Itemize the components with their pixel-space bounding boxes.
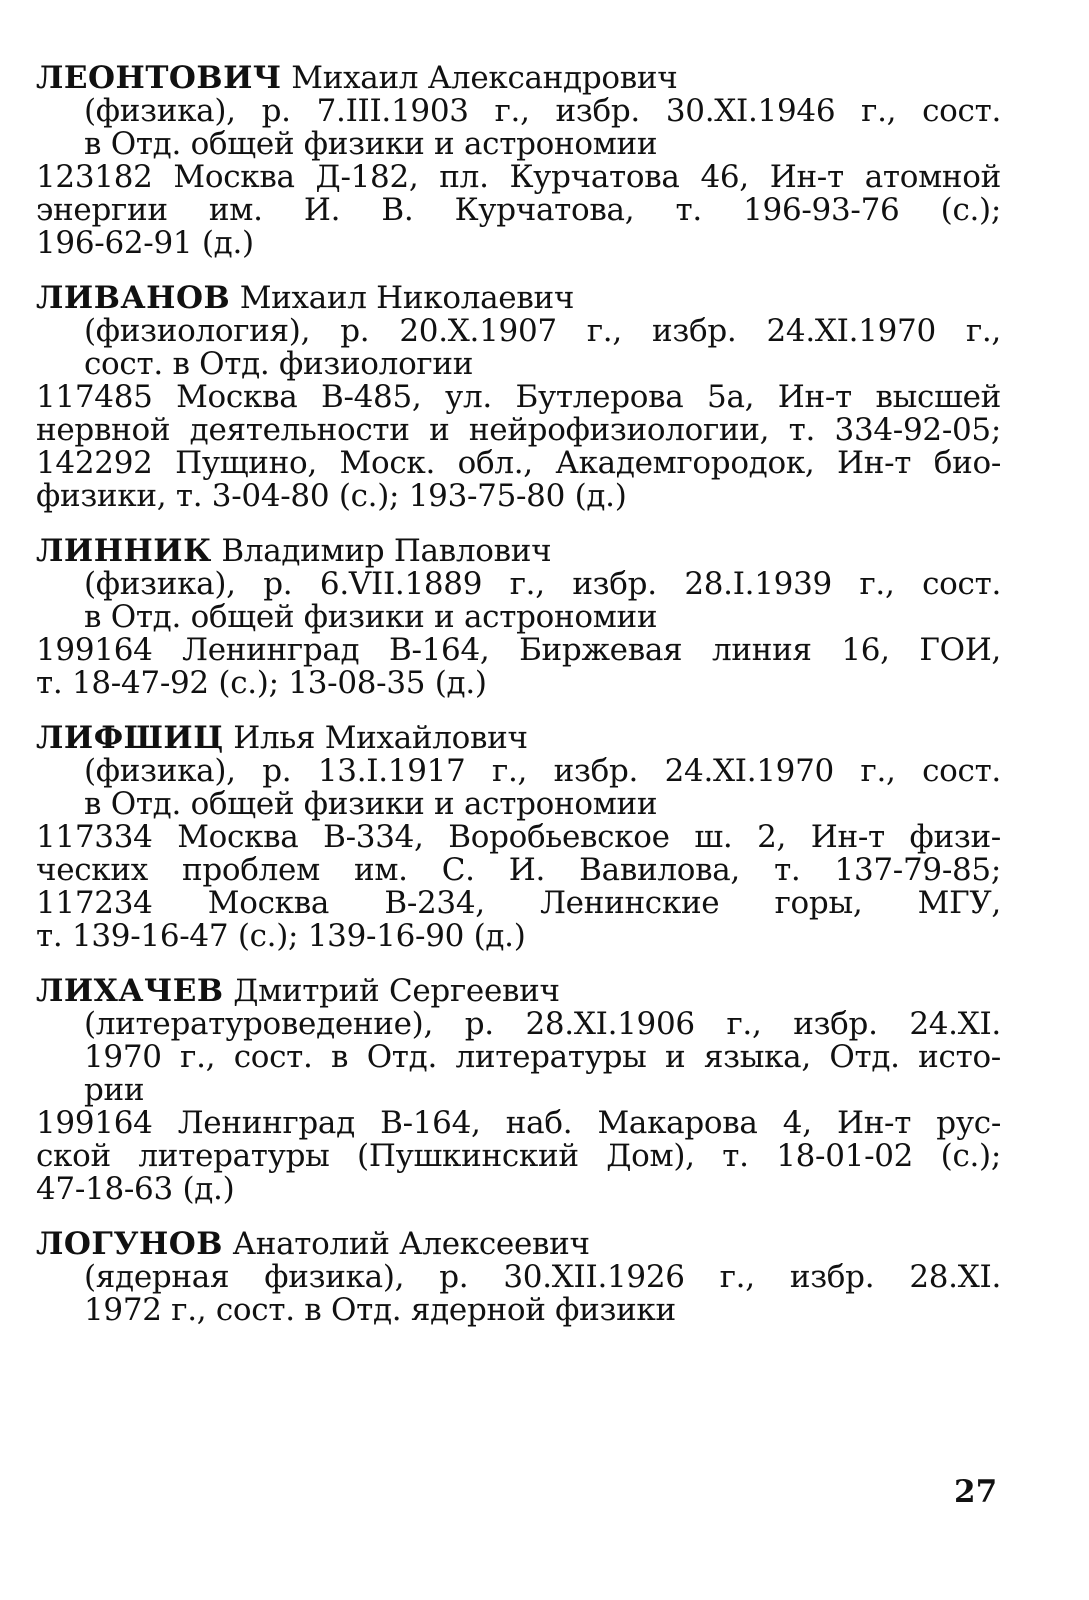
directory-page — [36, 62, 1036, 1349]
entry-linnik — [36, 535, 1036, 700]
bio-line: (ядерная физика), р. 30.XII.1926 г., избр. 28.XI. — [84, 1259, 1001, 1295]
entry-leontovich — [36, 62, 1036, 260]
given-name: Владимир Павлович — [211, 533, 552, 569]
address-line: 117234 Москва В-234, Ленинские горы, МГУ, — [36, 885, 1001, 921]
address-line: ческих проблем им. С. И. Вавилова, т. 137-79-85; — [36, 852, 1001, 888]
entry-heading — [36, 62, 1036, 95]
address-line: т. 18-47-92 (с.); 13-08-35 (д.) — [36, 665, 487, 701]
bio-line: в Отд. общей физики и астрономии — [84, 599, 658, 635]
given-name: Михаил Николаевич — [230, 280, 575, 316]
bio-line: (физика), р. 13.I.1917 г., избр. 24.XI.1970 г., сост. — [84, 753, 1001, 789]
given-name: Анатолий Алексеевич — [222, 1226, 590, 1262]
given-name: Михаил Александрович — [281, 60, 678, 96]
address-line: энергии им. И. В. Курчатова, т. 196-93-76 (с.); — [36, 192, 1001, 228]
bio-line: (физика), р. 7.III.1903 г., избр. 30.XI.1946 г., сост. — [84, 93, 1001, 129]
bio-line: 1970 г., сост. в Отд. литературы и языка, Отд. исто- — [84, 1039, 1001, 1075]
address-line: 142292 Пущино, Моск. обл., Академгородок, Ин-т био- — [36, 445, 1001, 481]
entry-logunov — [36, 1228, 1036, 1327]
address-line: нервной деятельности и нейрофизиологии, т. 334-92-05; — [36, 412, 1001, 448]
address-line: 117334 Москва В-334, Воробьевское ш. 2, Ин-т физи- — [36, 819, 1001, 855]
entry-lifshits — [36, 722, 1036, 953]
bio-line: 1972 г., сост. в Отд. ядерной физики — [84, 1292, 676, 1328]
address-line: физики, т. 3-04-80 (с.); 193-75-80 (д.) — [36, 478, 627, 514]
surname: ЛИВАНОВ — [36, 280, 231, 316]
address-line: 117485 Москва В-485, ул. Бутлерова 5а, Ин-т высшей — [36, 379, 1001, 415]
bio-line: в Отд. общей физики и астрономии — [84, 126, 658, 162]
address-line: ской литературы (Пушкинский Дом), т. 18-01-02 (с.); — [36, 1138, 1001, 1174]
entry-heading — [36, 282, 1036, 315]
address-line: 199164 Ленинград В-164, наб. Макарова 4, Ин-т рус- — [36, 1105, 1001, 1141]
bio-line: в Отд. общей физики и астрономии — [84, 786, 658, 822]
entry-heading — [36, 722, 1036, 755]
address-line: 47-18-63 (д.) — [36, 1171, 235, 1207]
bio-line: сост. в Отд. физиологии — [84, 346, 474, 382]
surname: ЛИФШИЦ — [36, 720, 224, 756]
address-line: 196-62-91 (д.) — [36, 225, 254, 261]
entry-livanov — [36, 282, 1036, 513]
entry-likhachev — [36, 975, 1036, 1206]
address-line: 199164 Ленинград В-164, Биржевая линия 16, ГОИ, — [36, 632, 1001, 668]
bio-line: (физика), р. 6.VII.1889 г., избр. 28.I.1939 г., сост. — [84, 566, 1001, 602]
bio-line: (литературоведение), р. 28.XI.1906 г., избр. 24.XI. — [84, 1006, 1001, 1042]
surname: ЛОГУНОВ — [36, 1226, 223, 1262]
address-line: т. 139-16-47 (с.); 139-16-90 (д.) — [36, 918, 526, 954]
address-line: 123182 Москва Д-182, пл. Курчатова 46, Ин-т атомной — [36, 159, 1001, 195]
bio-line: рии — [84, 1072, 145, 1108]
page-number: 27 — [954, 1474, 998, 1510]
given-name: Илья Михайлович — [223, 720, 528, 756]
surname: ЛЕОНТОВИЧ — [36, 60, 282, 96]
surname: ЛИННИК — [36, 533, 212, 569]
entry-heading — [36, 1228, 1036, 1261]
entry-heading — [36, 975, 1036, 1008]
entry-heading — [36, 535, 1036, 568]
given-name: Дмитрий Сергеевич — [223, 973, 560, 1009]
surname: ЛИХАЧЕВ — [36, 973, 224, 1009]
bio-line: (физиология), р. 20.X.1907 г., избр. 24.XI.1970 г., — [84, 313, 1001, 349]
